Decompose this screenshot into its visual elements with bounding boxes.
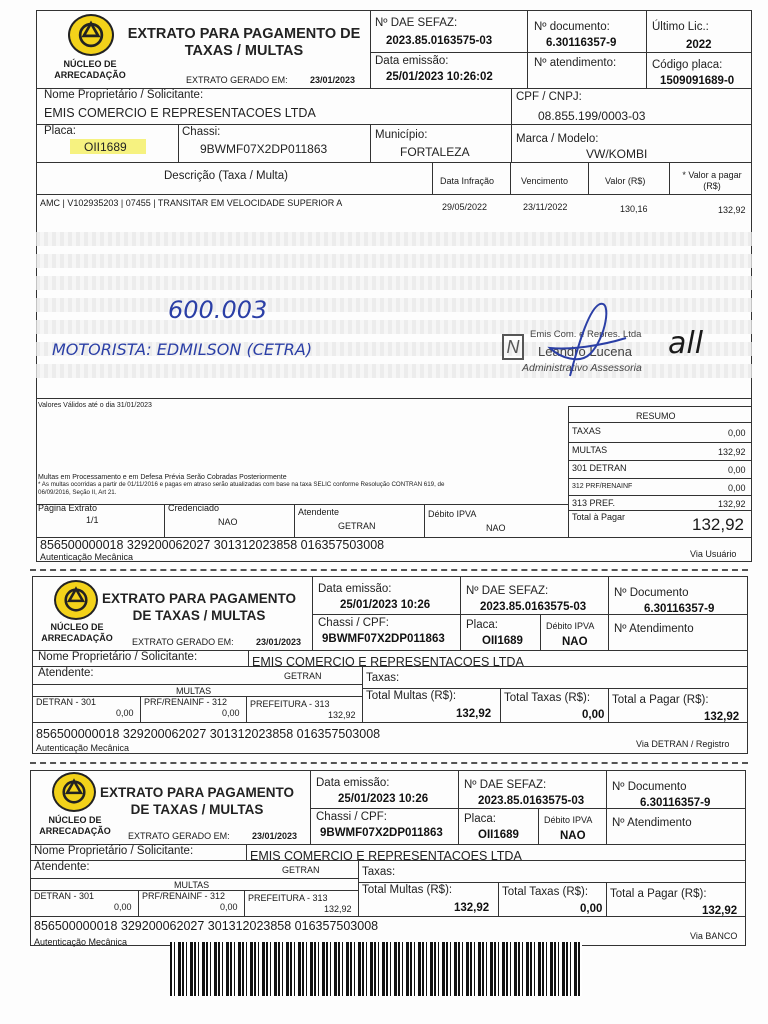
slip3-total-fines-label: Total Multas (R$): <box>362 884 453 896</box>
generated-date: 23/01/2023 <box>310 75 356 85</box>
last-license-value: 2022 <box>686 39 712 51</box>
brand-model-value: VW/KOMBI <box>586 147 648 161</box>
slip3-total-due-value: 132,92 <box>702 905 738 917</box>
slip3-attendant-value: GETRAN <box>282 865 320 875</box>
slip2-pref-value: 132,92 <box>328 710 356 720</box>
slip3-dae-label: Nº DAE SEFAZ: <box>464 779 547 791</box>
doc-value: 6.30116357-9 <box>546 37 617 49</box>
attendance-label: Nº atendimento: <box>534 57 617 69</box>
mechanical-auth-label: Autenticação Mecânica <box>40 552 134 562</box>
fine-note-2: * As multas ocorridas a partir de 01/11/2016 e pagas em atraso serão atualizadas com base na taxa SELIC conforme Resolução CONTRAN 619, de <box>38 481 445 488</box>
fine-note-3: 06/09/2016, Seção II, Art 21. <box>38 489 117 496</box>
slip2-chassis-label: Chassi / CPF: <box>318 617 389 629</box>
handwritten-note: MOTORISTA: EDMILSON (CETRA) <box>52 340 313 359</box>
slip3-chassis-value: 9BWMF07X2DP011863 <box>320 827 443 839</box>
recycle-logo-icon <box>68 14 114 56</box>
signature-icon <box>540 298 630 382</box>
fine-value: 130,16 <box>620 204 648 214</box>
barcode-digits: 856500000018 329200062027 301312023858 016357503008 <box>40 538 385 552</box>
slip2-emission-value: 25/01/2023 10:26 <box>340 599 431 611</box>
slip2-total-due-value: 132,92 <box>704 711 740 723</box>
slip2-barcode-digits: 856500000018 329200062027 301312023858 016357503008 <box>36 727 381 741</box>
slip2-detran-value: 0,00 <box>116 708 134 718</box>
slip3-total-due-label: Total a Pagar (R$): <box>610 888 707 900</box>
slip3-taxes-label: Taxas: <box>362 866 396 878</box>
summary-pref-label: 313 PREF. <box>572 498 616 508</box>
slip2-attendant-label: Atendente: <box>38 667 94 679</box>
stamp-line-3: Administrativo Assessoria <box>522 362 642 374</box>
chassis-label: Chassi: <box>182 126 221 138</box>
slip3-total-fines-value: 132,92 <box>454 902 490 914</box>
fine-description: AMC | V102935203 | 07455 | TRANSITAR EM VELOCIDADE SUPERIOR A <box>40 198 343 208</box>
col-value: Valor (R$) <box>605 176 646 186</box>
slip2-generated-date: 23/01/2023 <box>256 637 302 647</box>
stamp-line-1: Emis Com. e Repres. Ltda <box>530 329 642 340</box>
slip3-auth-label: Autenticação Mecânica <box>34 937 128 947</box>
attendant-label: Atendente <box>298 507 340 517</box>
recycle-logo-icon-3 <box>52 772 96 812</box>
slip3-doc-value: 6.30116357-9 <box>640 797 711 809</box>
slip2-copy-type: Via DETRAN / Registro <box>636 739 730 749</box>
slip2-pref-label: PREFEITURA - 313 <box>250 699 330 709</box>
slip3-fines-label: MULTAS <box>174 880 210 890</box>
slip2-total-taxes-label: Total Taxas (R$): <box>504 692 591 704</box>
slip2-ipva-value: NAO <box>562 636 588 648</box>
emission-value: 25/01/2023 10:26:02 <box>386 71 493 83</box>
page-value: 1/1 <box>86 515 99 525</box>
slip3-total-taxes-value: 0,00 <box>580 903 603 915</box>
plate-code-value: 1509091689-0 <box>660 75 735 87</box>
slip2-attendant-value: GETRAN <box>284 671 322 681</box>
slip3-emission-value: 25/01/2023 10:26 <box>338 793 429 805</box>
summary-title: RESUMO <box>636 411 676 421</box>
ipva-debt-value: NAO <box>486 523 506 533</box>
col-description: Descrição (Taxa / Multa) <box>164 170 288 182</box>
last-license-label: Último Lic.: <box>652 21 709 33</box>
slip3-ipva-value: NAO <box>560 830 586 842</box>
handwritten-initials: all <box>668 326 704 361</box>
logo-caption-3: NÚCLEO DE ARRECADAÇÃO <box>39 815 111 836</box>
col-infraction-date: Data Infração <box>440 176 495 186</box>
slip2-total-taxes-value: 0,00 <box>582 709 605 721</box>
fine-amount-due: 132,92 <box>718 205 746 215</box>
slip2-owner-value: EMIS COMERCIO E REPRESENTACOES LTDA <box>252 655 524 669</box>
accredited-value: NAO <box>218 517 238 527</box>
slip3-owner-label: Nome Proprietário / Solicitante: <box>34 845 194 857</box>
slip3-copy-type: Via BANCO <box>690 931 738 941</box>
slip2-generated-label: EXTRATO GERADO EM: <box>132 637 234 647</box>
slip2-doc-value: 6.30116357-9 <box>644 603 715 615</box>
summary-taxes-value: 0,00 <box>728 428 746 438</box>
summary-pref-value: 132,92 <box>718 499 746 509</box>
summary-detran-label: 301 DETRAN <box>572 463 627 473</box>
summary-taxes-label: TAXAS <box>572 426 601 436</box>
slip3-detran-label: DETRAN - 301 <box>34 891 95 901</box>
plate-label: Placa: <box>44 125 76 137</box>
plate-value: OII1689 <box>84 140 127 154</box>
recycle-logo-icon-2 <box>54 580 98 620</box>
chassis-value: 9BWMF07X2DP011863 <box>200 142 328 156</box>
slip3-title: EXTRATO PARA PAGAMENTO DE TAXAS / MULTAS <box>99 785 294 817</box>
owner-value: EMIS COMERCIO E REPRESENTACOES LTDA <box>44 106 316 120</box>
summary-total-label: Total à Pagar <box>572 512 626 522</box>
slip2-doc-label: Nº Documento <box>614 587 689 599</box>
slip2-total-fines-label: Total Multas (R$): <box>366 690 457 702</box>
slip2-ipva-label: Débito IPVA <box>546 621 595 631</box>
col-due-date: Vencimento <box>521 176 569 186</box>
attendant-value: GETRAN <box>338 521 376 531</box>
doc-label: Nº documento: <box>534 21 610 33</box>
logo-caption-2: NÚCLEO DE ARRECADAÇÃO <box>41 622 113 643</box>
slip2-emission-label: Data emissão: <box>318 583 392 595</box>
slip3-plate-label: Placa: <box>464 813 496 825</box>
summary-detran-value: 0,00 <box>728 465 746 475</box>
fine-note-1: Multas em Processamento e em Defesa Prévia Serão Cobradas Posteriormente <box>38 474 287 481</box>
city-label: Município: <box>375 129 428 141</box>
slip3-total-taxes-label: Total Taxas (R$): <box>502 886 589 898</box>
slip3-pref-label: PREFEITURA - 313 <box>248 893 328 903</box>
slip3-owner-value: EMIS COMERCIO E REPRESENTACOES LTDA <box>250 849 522 863</box>
col-amount-due: * Valor a pagar (R$) <box>682 170 742 191</box>
copy-type: Via Usuário <box>690 549 737 559</box>
generated-label: EXTRATO GERADO EM: <box>186 75 288 85</box>
summary-fines-value: 132,92 <box>718 447 746 457</box>
brand-model-label: Marca / Modelo: <box>516 133 599 145</box>
slip2-prf-value: 0,00 <box>222 708 240 718</box>
summary-prf-label: 312 PRF/RENAINF <box>572 483 633 490</box>
slip3-generated-date: 23/01/2023 <box>252 831 298 841</box>
slip2-dae-label: Nº DAE SEFAZ: <box>466 585 549 597</box>
slip2-attendance-label: Nº Atendimento <box>614 623 694 635</box>
slip3-generated-label: EXTRATO GERADO EM: <box>128 831 230 841</box>
summary-fines-label: MULTAS <box>572 445 608 455</box>
slip3-chassis-label: Chassi / CPF: <box>316 811 387 823</box>
slip3-doc-label: Nº Documento <box>612 781 687 793</box>
handwritten-number: 600.003 <box>168 296 268 324</box>
slip3-pref-value: 132,92 <box>324 904 352 914</box>
page-title: EXTRATO PARA PAGAMENTO DE TAXAS / MULTAS <box>127 26 361 59</box>
slip2-chassis-value: 9BWMF07X2DP011863 <box>322 633 445 645</box>
slip3-detran-value: 0,00 <box>114 902 132 912</box>
page-label: Página Extrato <box>38 503 98 513</box>
slip3-plate-value: OII1689 <box>478 829 519 841</box>
slip3-ipva-label: Débito IPVA <box>544 815 593 825</box>
payment-barcode <box>170 942 582 996</box>
slip2-fines-label: MULTAS <box>176 686 212 696</box>
owner-label: Nome Proprietário / Solicitante: <box>44 89 204 101</box>
slip2-total-fines-value: 132,92 <box>456 708 492 720</box>
slip3-attendant-label: Atendente: <box>34 861 90 873</box>
valid-until-note: Valores Válidos até o dia 31/01/2023 <box>38 402 152 409</box>
slip2-owner-label: Nome Proprietário / Solicitante: <box>38 651 198 663</box>
summary-prf-value: 0,00 <box>728 483 746 493</box>
slip3-attendance-label: Nº Atendimento <box>612 817 692 829</box>
slip2-total-due-label: Total a Pagar (R$): <box>612 694 709 706</box>
fine-due-date: 23/11/2022 <box>523 202 568 212</box>
slip2-title: EXTRATO PARA PAGAMENTO DE TAXAS / MULTAS <box>101 591 296 623</box>
slip3-prf-label: PRF/RENAINF - 312 <box>142 891 226 901</box>
slip2-plate-value: OII1689 <box>482 635 523 647</box>
slip3-barcode-digits: 856500000018 329200062027 301312023858 016357503008 <box>34 919 379 933</box>
plate-code-label: Código placa: <box>652 59 723 71</box>
stamp-mark-icon: N <box>502 334 524 360</box>
cpf-value: 08.855.199/0003-03 <box>538 109 646 123</box>
logo-caption: NÚCLEO DE ARRECADAÇÃO <box>54 59 126 80</box>
stamp-line-2: Leandro Lucena <box>538 344 632 359</box>
slip2-dae-value: 2023.85.0163575-03 <box>480 601 587 613</box>
city-value: FORTALEZA <box>400 145 470 159</box>
fine-infraction-date: 29/05/2022 <box>442 202 488 212</box>
slip2-taxes-label: Taxas: <box>366 672 400 684</box>
cpf-label: CPF / CNPJ: <box>516 91 582 103</box>
dae-value: 2023.85.0163575-03 <box>386 35 493 47</box>
company-stamp <box>500 326 650 382</box>
summary-total-value: 132,92 <box>692 515 744 534</box>
emission-label: Data emissão: <box>375 55 449 67</box>
slip2-plate-label: Placa: <box>466 619 498 631</box>
slip3-emission-label: Data emissão: <box>316 777 390 789</box>
slip3-prf-value: 0,00 <box>220 902 238 912</box>
ipva-debt-label: Débito IPVA <box>428 509 477 519</box>
dae-label: Nº DAE SEFAZ: <box>375 17 458 29</box>
slip2-prf-label: PRF/RENAINF - 312 <box>144 697 228 707</box>
slip3-dae-value: 2023.85.0163575-03 <box>478 795 585 807</box>
slip2-detran-label: DETRAN - 301 <box>36 697 97 707</box>
slip2-auth-label: Autenticação Mecânica <box>36 743 130 753</box>
accredited-label: Credenciado <box>168 503 220 513</box>
